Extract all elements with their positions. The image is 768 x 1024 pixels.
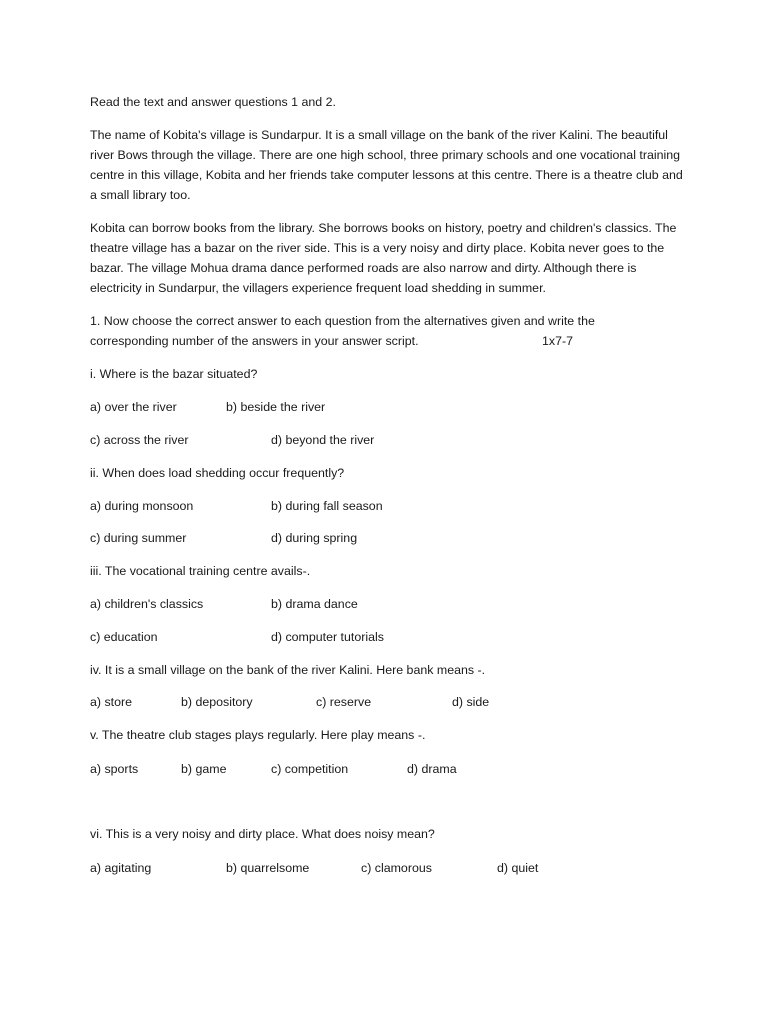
question-v-option-b: b) game bbox=[181, 762, 227, 776]
question-i-option-a: a) over the river bbox=[90, 400, 177, 414]
question-iv-option-a: a) store bbox=[90, 695, 133, 709]
question-vi-option-a: a) agitating bbox=[90, 861, 152, 875]
passage-paragraph-2: Kobita can borrow books from the library. She borrows books on history, poetry and children's classics. The theatre village has a bazar on the river side. This is a very noisy and dirty place. Kobita never goes to the bazar. The village Mohua drama dance performed roads are also narrow and dirty. Although there is electricity in Sundarpur, the villagers experience frequent load shedding in summer. bbox=[90, 221, 677, 295]
question-iii-text: iii. The vocational training centre avails-. bbox=[90, 564, 311, 578]
question-1-instruction-line-1: 1. Now choose the correct answer to each question from the alternatives given and write the bbox=[90, 314, 595, 328]
question-iv-option-d: d) side bbox=[452, 695, 490, 709]
question-iii-option-a: a) children's classics bbox=[90, 597, 204, 611]
question-i-text: i. Where is the bazar situated? bbox=[90, 367, 258, 381]
question-vi-text: vi. This is a very noisy and dirty place. What does noisy mean? bbox=[90, 827, 435, 841]
question-vi-option-b: b) quarrelsome bbox=[226, 861, 310, 875]
question-ii-option-d: d) during spring bbox=[271, 531, 358, 545]
passage-paragraph-1: The name of Kobita's village is Sundarpur. It is a small village on the bank of the river Kalini. The beautiful river Bows through the village. There are one high school, three primary schools and one vocational training centre in this village, Kobita and her friends take computer lessons at this centre. There is a theatre club and a small library too. bbox=[90, 128, 683, 202]
question-iv-text: iv. It is a small village on the bank of the river Kalini. Here bank means -. bbox=[90, 663, 486, 677]
question-iv-option-b: b) depository bbox=[181, 695, 253, 709]
question-v-option-a: a) sports bbox=[90, 762, 139, 776]
question-i-option-d: d) beyond the river bbox=[271, 433, 375, 447]
instruction-text: Read the text and answer questions 1 and 2. bbox=[90, 95, 336, 109]
question-i-option-b: b) beside the river bbox=[226, 400, 326, 414]
question-i-option-c: c) across the river bbox=[90, 433, 189, 447]
question-iv-option-c: c) reserve bbox=[316, 695, 372, 709]
question-ii-option-a: a) during monsoon bbox=[90, 499, 194, 513]
question-iii-option-c: c) education bbox=[90, 630, 158, 644]
question-v-option-c: c) competition bbox=[271, 762, 349, 776]
question-v-text: v. The theatre club stages plays regularly. Here play means -. bbox=[90, 728, 426, 742]
question-iii-option-b: b) drama dance bbox=[271, 597, 358, 611]
question-ii-text: ii. When does load shedding occur frequently? bbox=[90, 466, 345, 480]
question-iii-option-d: d) computer tutorials bbox=[271, 630, 384, 644]
question-vi-option-c: c) clamorous bbox=[361, 861, 432, 875]
question-vi-option-d: d) quiet bbox=[497, 861, 539, 875]
question-1-marks: 1x7-7 bbox=[542, 334, 573, 348]
question-ii-option-c: c) during summer bbox=[90, 531, 187, 545]
question-1-instruction-line-2: corresponding number of the answers in your answer script. bbox=[90, 334, 419, 348]
question-ii-option-b: b) during fall season bbox=[271, 499, 383, 513]
question-v-option-d: d) drama bbox=[407, 762, 457, 776]
